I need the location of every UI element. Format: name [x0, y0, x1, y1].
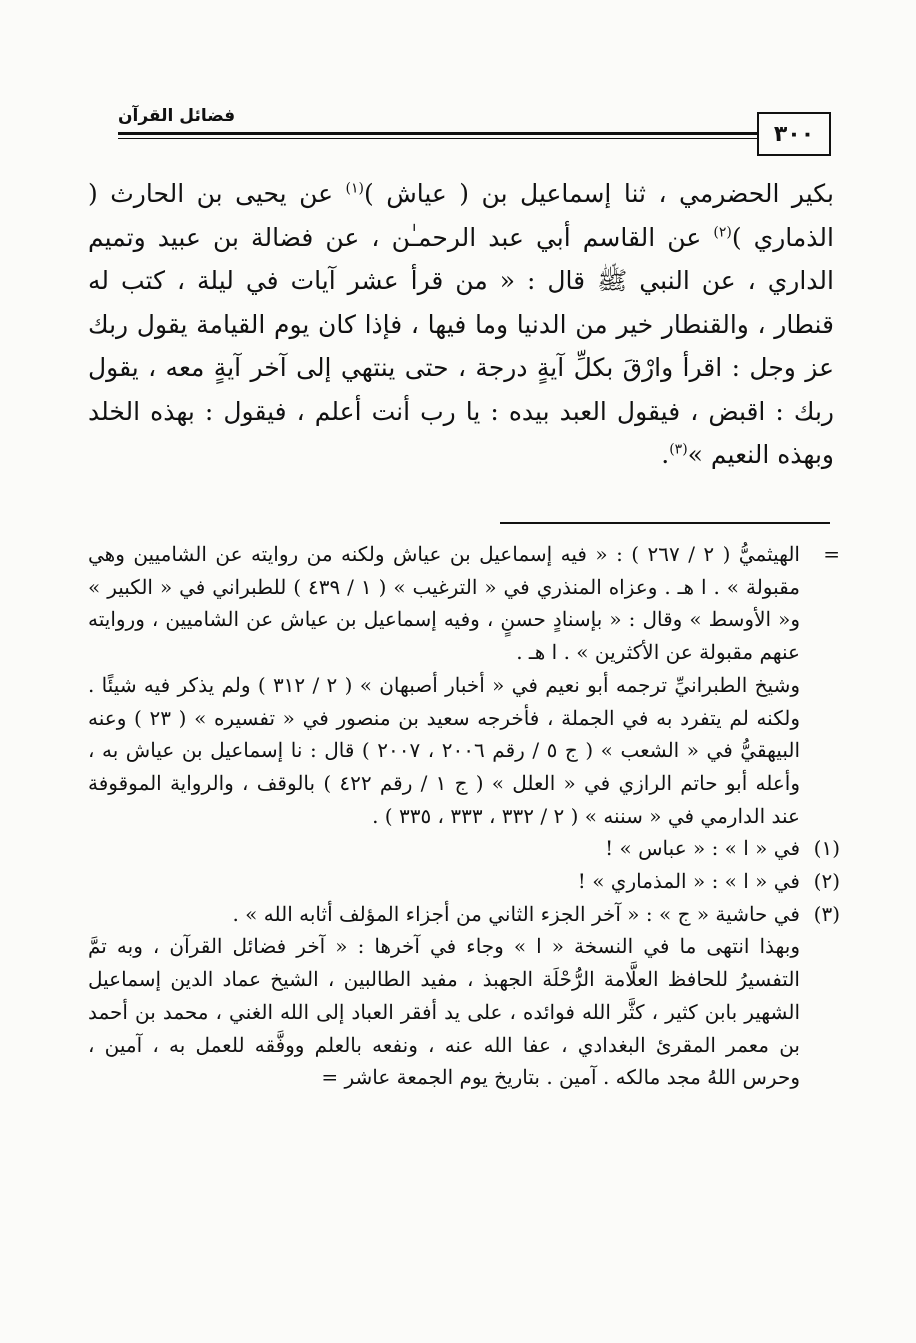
main-text — [88, 172, 834, 477]
main-text-part-c: عن القاسم أبي عبد الرحمـٰن ، عن فضالة بن عبيد وتميم الداري ، عن النبي ﷺ قال : « من قرأ عشر آيات في ليلة ، كتب له قنطار ، والقنطار خير من الدنيا وما فيها ، فإذا كان يوم القيامة يقول ربك عز وجل : اقرأ وارْقَ بكلِّ آيةٍ درجة ، حتى ينتهي إلى آخر آيةٍ معه ، يقول ربك : اقبض ، فيقول العبد بيده : يا رب أنت أعلم ، فيقول : بهذه الخلد وبهذه النعيم » — [88, 222, 834, 469]
footnote-item — [88, 832, 840, 865]
page-number: ٣٠٠ — [757, 112, 831, 156]
footnote-item — [88, 898, 840, 931]
footnote-ref-1: (١) — [345, 180, 364, 197]
running-header-title: فضائل القرآن — [118, 106, 236, 126]
footnote-ref-2: (٢) — [713, 224, 732, 241]
footnotes — [88, 538, 840, 1094]
footnote-text: في « ا » : « المذماري » ! — [577, 869, 800, 894]
footnote-separator — [500, 522, 830, 524]
footnote-item — [88, 865, 840, 898]
main-paragraph — [88, 172, 834, 477]
footnote-text: في حاشية « ج » : « آخر الجزء الثاني من أجزاء المؤلف أثابه الله » . — [232, 901, 800, 926]
footnote-number: (٣) — [813, 901, 840, 926]
main-text-end: . — [661, 440, 670, 469]
footnote-ref-3: (٣) — [669, 441, 688, 458]
footnote-3-continuation — [88, 930, 840, 1094]
footnote-number: (١) — [813, 836, 840, 861]
footnote-continuation-paragraph: وشيخ الطبرانيِّ ترجمه أبو نعيم في « أخبار أصبهان » ( ٢ / ٣١٢ ) ولم يذكر فيه شيئًا . ولكنه لم يتفرد به في الجملة ، فأخرجه سعيد بن منصور في « تفسيره » ( ٢٣ ) وعنه البيهقيُّ في « الشعب » ( ج ٥ / رقم ٢٠٠٦ ، ٢٠٠٧ ) قال : نا إسماعيل بن عياش به ، وأعله أبو حاتم الرازي في « العلل » ( ج ١ / رقم ٤٢٢ ) بالوقف ، والرواية الموقوفة عند الدارمي في « سننه » ( ٢ / ٣٣٢ ، ٣٣٣ ، ٣٣٥ ) . — [88, 672, 801, 828]
main-text-part-a: بكير الحضرمي ، ثنا إسماعيل بن ( عياش ) — [363, 179, 834, 208]
main-text-part-b: عن يحيى بن الحارث ( الذماري ) — [88, 179, 834, 252]
header-rule-thin — [118, 138, 759, 139]
footnote-3-continuation-text: وبهذا انتهى ما في النسخة « ا » وجاء في آخرها : « آخر فضائل القرآن ، وبه تمَّ التفسيرُ للحافظ العلَّامة الرُّحْلَة الجهبذ ، مفيد الطالبين ، الشيخ عماد الدين إسماعيل الشهير بابن كثير ، كثَّر الله فوائده ، على يد أفقر العباد إلى الله الغني ، محمد بن أحمد بن معمر المقرئ البغدادي ، عفا الله عنه ، ونفعه بالعلم ووفَّقه للعمل به ، آمين ، وحرس اللهُ مجد مالكه . آمين . بتاريخ يوم الجمعة عاشر = — [88, 934, 800, 1090]
header-rule — [118, 132, 759, 135]
footnote-number: (٢) — [813, 869, 840, 894]
continuation-mark: = — [823, 542, 840, 566]
footnote-text: في « ا » : « عباس » ! — [605, 836, 800, 861]
footnote-continuation-text: الهيثميُّ ( ٢ / ٢٦٧ ) : « فيه إسماعيل بن عياش ولكنه من روايته عن الشاميين وهي مقبولة » . ا هـ . وعزاه المنذري في « الترغيب » ( ١ / ٤٣٩ ) للطبراني في « الكبير » و« الأوسط » وقال : « بإسنادٍ حسنٍ ، وفيه إسماعيل بن عياش عن الشاميين ، وروايته عنهم مقبولة عن الأكثرين » . ا هـ . — [88, 542, 800, 665]
footnote-continuation — [88, 538, 840, 832]
